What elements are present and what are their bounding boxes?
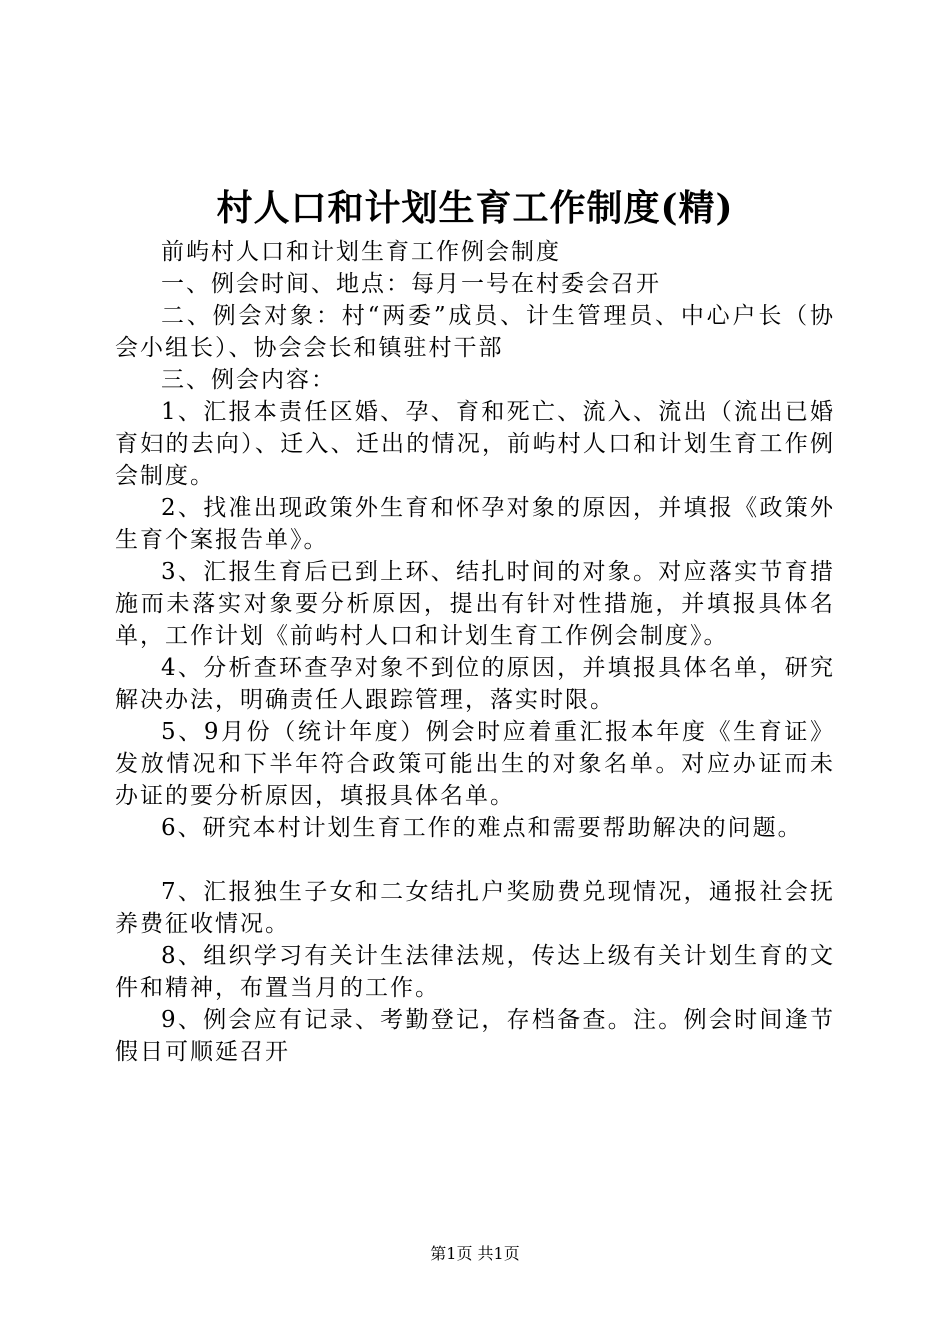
paragraph-item-9: 9、例会应有记录、考勤登记，存档备查。注。例会时间逢节假日可顺延召开 <box>115 1007 835 1065</box>
paragraph-time-place: 一、例会时间、地点：每月一号在村委会召开 <box>161 271 661 297</box>
paragraph-item-8: 8、组织学习有关计生法律法规，传达上级有关计划生育的文件和精神，布置当月的工作。 <box>115 943 835 1001</box>
paragraph-item-2: 2、找准出现政策外生育和怀孕对象的原因，并填报《政策外生育个案报告单》。 <box>115 495 835 553</box>
paragraph-content-heading: 三、例会内容： <box>161 367 336 393</box>
page-number-footer: 第1页 共1页 <box>430 1244 520 1263</box>
paragraph-item-3: 3、汇报生育后已到上环、结扎时间的对象。对应落实节育措施而未落实对象要分析原因，提出有针对性措施，并填报具体名单，工作计划《前屿村人口和计划生育工作例会制度》。 <box>115 559 835 649</box>
paragraph-participants: 二、例会对象：村“两委”成员、计生管理员、中心户长（协会小组长）、协会会长和镇驻村干部 <box>115 303 835 361</box>
paragraph-item-1: 1、汇报本责任区婚、孕、育和死亡、流入、流出（流出已婚育妇的去向）、迁入、迁出的情况，前屿村人口和计划生育工作例会制度。 <box>115 399 835 489</box>
paragraph-heading: 前屿村人口和计划生育工作例会制度 <box>161 239 561 265</box>
paragraph-item-5: 5、9月份（统计年度）例会时应着重汇报本年度《生育证》发放情况和下半年符合政策可能出生的对象名单。对应办证而未办证的要分析原因，填报具体名单。 <box>115 719 835 809</box>
paragraph-item-6: 6、研究本村计划生育工作的难点和需要帮助解决的问题。 <box>161 815 803 841</box>
document-body <box>115 236 835 1068</box>
document-title: 村人口和计划生育工作制度(精) <box>216 187 734 229</box>
paragraph-item-4: 4、分析查环查孕对象不到位的原因，并填报具体名单，研究解决办法，明确责任人跟踪管理，落实时限。 <box>115 655 835 713</box>
paragraph-item-7: 7、汇报独生子女和二女结扎户奖励费兑现情况，通报社会抚养费征收情况。 <box>115 879 835 937</box>
